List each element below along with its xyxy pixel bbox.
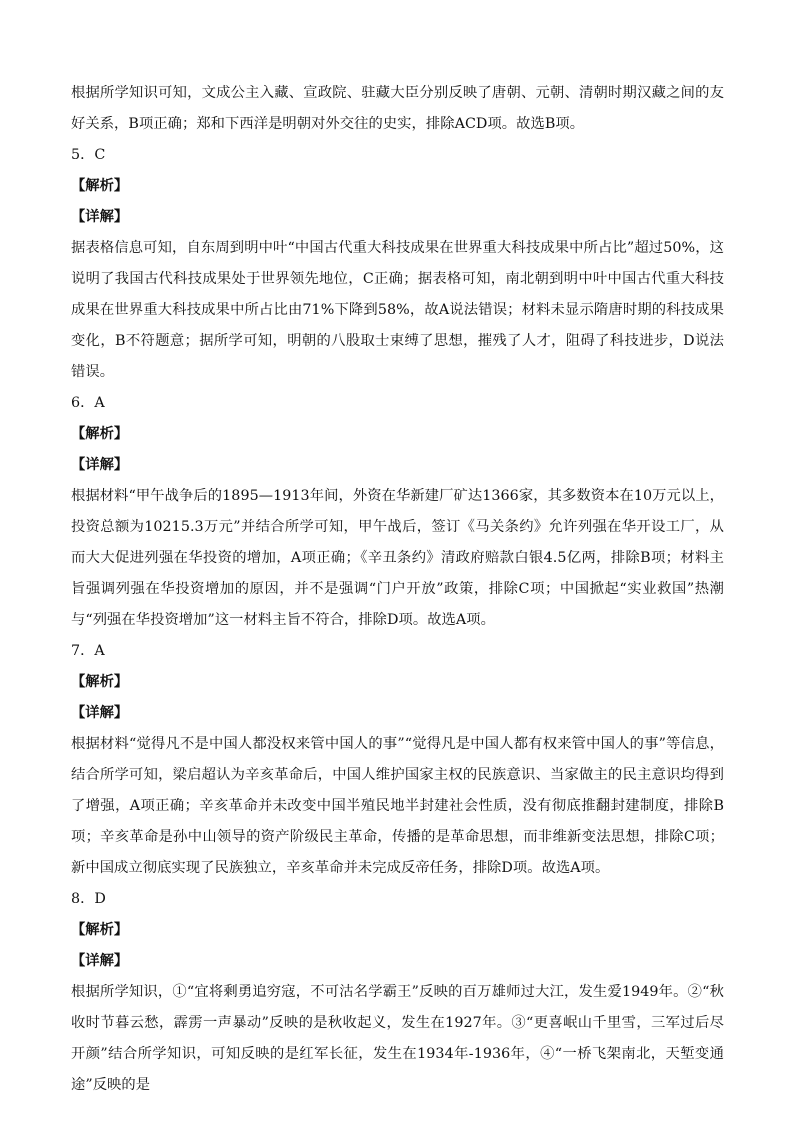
question-6-detail-label: 【详解】: [71, 457, 129, 473]
question-8-detail-label: 【详解】: [71, 953, 129, 969]
question-5-analysis-label: 【解析】: [71, 178, 129, 194]
question-7-detail-label: 【详解】: [71, 705, 129, 721]
question-8-number: 8．D: [71, 891, 106, 907]
question-7-detail-text: 根据材料“觉得凡不是中国人都没权来管中国人的事”“觉得凡是中国人都有权来管中国人的事”等信息，结合所学可知，梁启超认为辛亥革命后，中国人维护国家主权的民族意识、当家做主的民主意识均得到了增强，A项正确；辛亥革命并未改变中国半殖民地半封建社会性质，没有彻底推翻封建制度，排除B项；辛亥革命是孙中山领导的资产阶级民主革命，传播的是革命思想，而非维新变法思想，排除C项；新中国成立彻底实现了民族独立，辛亥革命并未完成反帝任务，排除D项。故选A项。: [71, 736, 724, 876]
question-5-detail-text: 据表格信息可知，自东周到明中叶“中国古代重大科技成果在世界重大科技成果中所占比”超过50%，这说明了我国古代科技成果处于世界领先地位，C正确；据表格可知，南北朝到明中叶中国古代重大科技成果在世界重大科技成果中所占比由71%下降到58%，故A说法错误；材料未显示隋唐时期的科技成果变化，B不符题意；据所学可知，明朝的八股取士束缚了思想，摧残了人才，阻碍了科技进步，D说法错误。: [71, 240, 724, 380]
question-5-detail-label: 【详解】: [71, 209, 129, 225]
question-6-detail-text: 根据材料“甲午战争后的1895—1913年间，外资在华新建厂矿达1366家，其多数资本在10万元以上，投资总额为10215.3万元”并结合所学可知，甲午战后，签订《马关条约》允许列强在华开设工厂，从而大大促进列强在华投资的增加，A项正确；《辛丑条约》清政府赔款白银4.5亿两，排除B项；材料主旨强调列强在华投资增加的原因，并不是强调“门户开放”政策，排除C项；中国掀起“实业救国”热潮与“列强在华投资增加”这一材料主旨不符合，排除D项。故选A项。: [71, 488, 724, 628]
intro-paragraph: 根据所学知识可知，文成公主入藏、宣政院、驻藏大臣分别反映了唐朝、元朝、清朝时期汉藏之间的友好关系，B项正确；郑和下西洋是明朝对外交往的史实，排除ACD项。故选B项。: [71, 85, 724, 132]
question-5-number: 5．C: [71, 147, 106, 163]
question-8-analysis-label: 【解析】: [71, 922, 129, 938]
question-6-number: 6．A: [71, 395, 105, 411]
question-6-analysis-label: 【解析】: [71, 426, 129, 442]
question-7-number: 7．A: [71, 643, 105, 659]
question-7-analysis-label: 【解析】: [71, 674, 129, 690]
question-8-detail-text: 根据所学知识，①“宜将剩勇追穷寇，不可沽名学霸王”反映的百万雄师过大江，发生爱1949年。②“秋收时节暮云愁，霹雳一声暴动”反映的是秋收起义，发生在1927年。③“更喜岷山千里雪，三军过后尽开颜”结合所学知识，可知反映的是红军长征，发生在1934年-1936年，④“一桥飞架南北，天堑变通途”反映的是: [71, 984, 724, 1093]
